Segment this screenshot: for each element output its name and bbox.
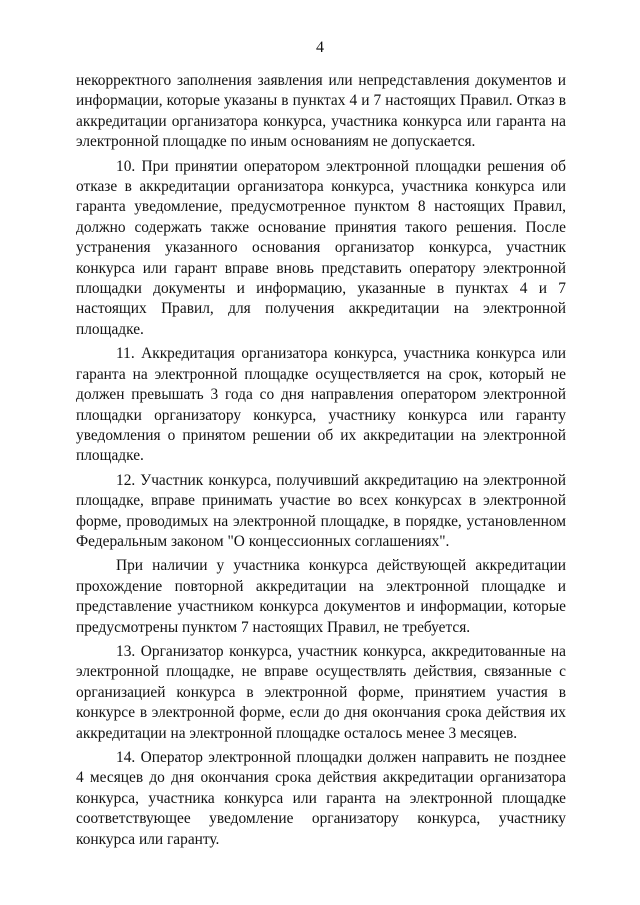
- paragraph-item-13: 13. Организатор конкурса, участник конкурса, аккредитованные на электронной площадке, не вправе осуществлять действия, связанные с организацией конкурса в электронной форме, принятием участия в конкурсе в электронной форме, если до дня окончания срока действия их аккредитации на электронной площадке осталось менее 3 месяцев.: [76, 642, 566, 742]
- paragraph-item-14: 14. Оператор электронной площадки должен направить не позднее 4 месяцев до дня окончания срока действия аккредитации организатора конкурса, участника конкурса или гаранта на электронной площадке соответствующее уведомление организатору конкурса, участнику конкурса или гаранту.: [76, 749, 566, 848]
- paragraph-item-10: 10. При принятии оператором электронной площадки решения об отказе в аккредитации организатора конкурса, участника конкурса или гаранта уведомление, предусмотренное пунктом 8 настоящих Правил, должно содержать также основание принятия такого решения. После устранения указанного основания организатор конкурса, участник конкурса или гарант вправе вновь представить оператору электронной площадки документы и информацию, указанные в пунктах 4 и 7 настоящих Правил, для получения аккредитации на электронной площадке.: [76, 157, 566, 338]
- paragraph-item-11: 11. Аккредитация организатора конкурса, участника конкурса или гаранта на электронной площадке осуществляется на срок, который не должен превышать 3 года со дня направления оператором электронной площадки организатору конкурса, участнику конкурса или гаранту уведомления о принятом решении об их аккредитации на электронной площадке.: [76, 345, 566, 465]
- paragraph-continuation: некорректного заполнения заявления или непредставления документов и информации, которые указаны в пунктах 4 и 7 настоящих Правил. Отказ в аккредитации организатора конкурса, участника конкурса или гаранта на электронной площадке по иным основаниям не допускается.: [76, 72, 566, 151]
- document-body: [76, 71, 566, 854]
- paragraph-item-12-continuation: При наличии у участника конкурса действующей аккредитации прохождение повторной аккредитации на электронной площадке и представление участником конкурса документов и информации, которые предусмотрены пунктом 7 настоящих Правил, не требуется.: [76, 557, 566, 636]
- page-number: 4: [316, 39, 324, 56]
- paragraph-item-12: 12. Участник конкурса, получивший аккредитацию на электронной площадке, вправе принимать участие во всех конкурсах в электронной форме, проводимых на электронной площадке, в порядке, установленном Федеральным законом "О концессионных соглашениях".: [76, 471, 566, 550]
